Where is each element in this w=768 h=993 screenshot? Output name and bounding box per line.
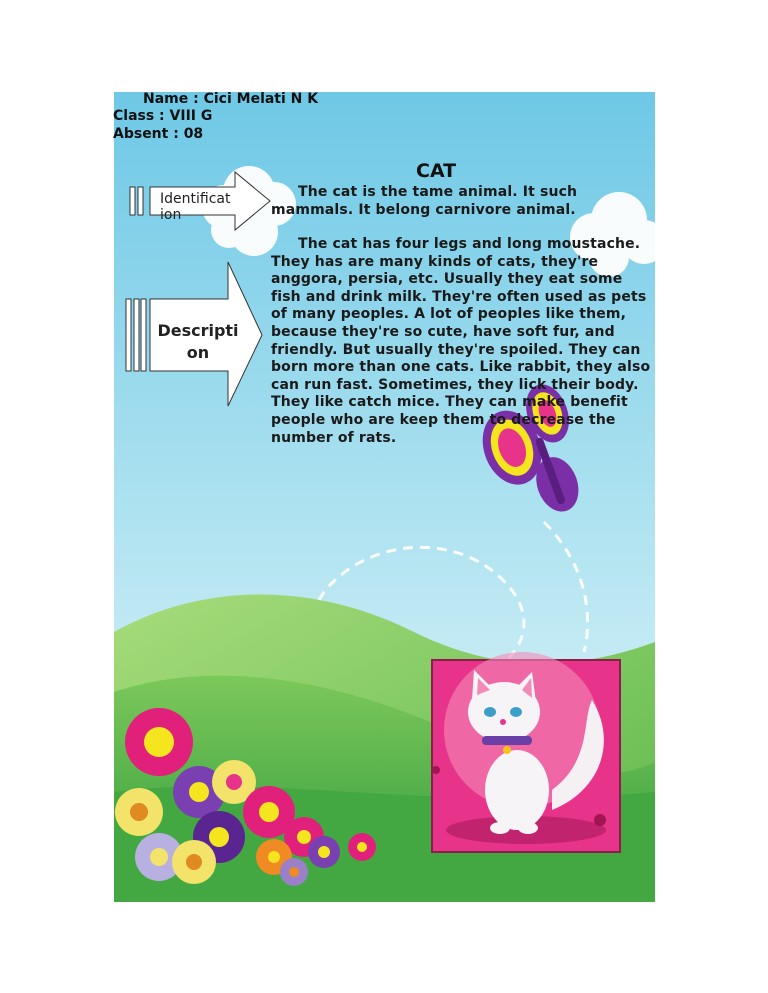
description-label: Descripti on <box>157 321 239 362</box>
description-paragraph: The cat has four legs and long moustache. They has are many kinds of cats, they're anggora, persia, etc. Usually they eat some fish and drink milk. They're often used as pets of many peoples. A lot of peoples like them, because they're so cute, have soft fur, and friendly. But usually they're spoiled. They can born more than one cats. Like rabbit, they also can run fast. Sometimes, they lick their body. They like catch mice. They can make benefit people who are keep them to decrease the number of rats. <box>271 236 651 446</box>
student-name: Name : Cici Melati N K <box>143 91 319 107</box>
student-absent: Absent : 08 <box>113 126 204 142</box>
identification-label: Identificat ion <box>160 191 231 223</box>
student-class: Class : VIII G <box>113 108 213 124</box>
identification-paragraph: The cat is the tame animal. It such mammals. It belong carnivore animal. <box>271 184 578 218</box>
page-title: CAT <box>416 160 457 182</box>
